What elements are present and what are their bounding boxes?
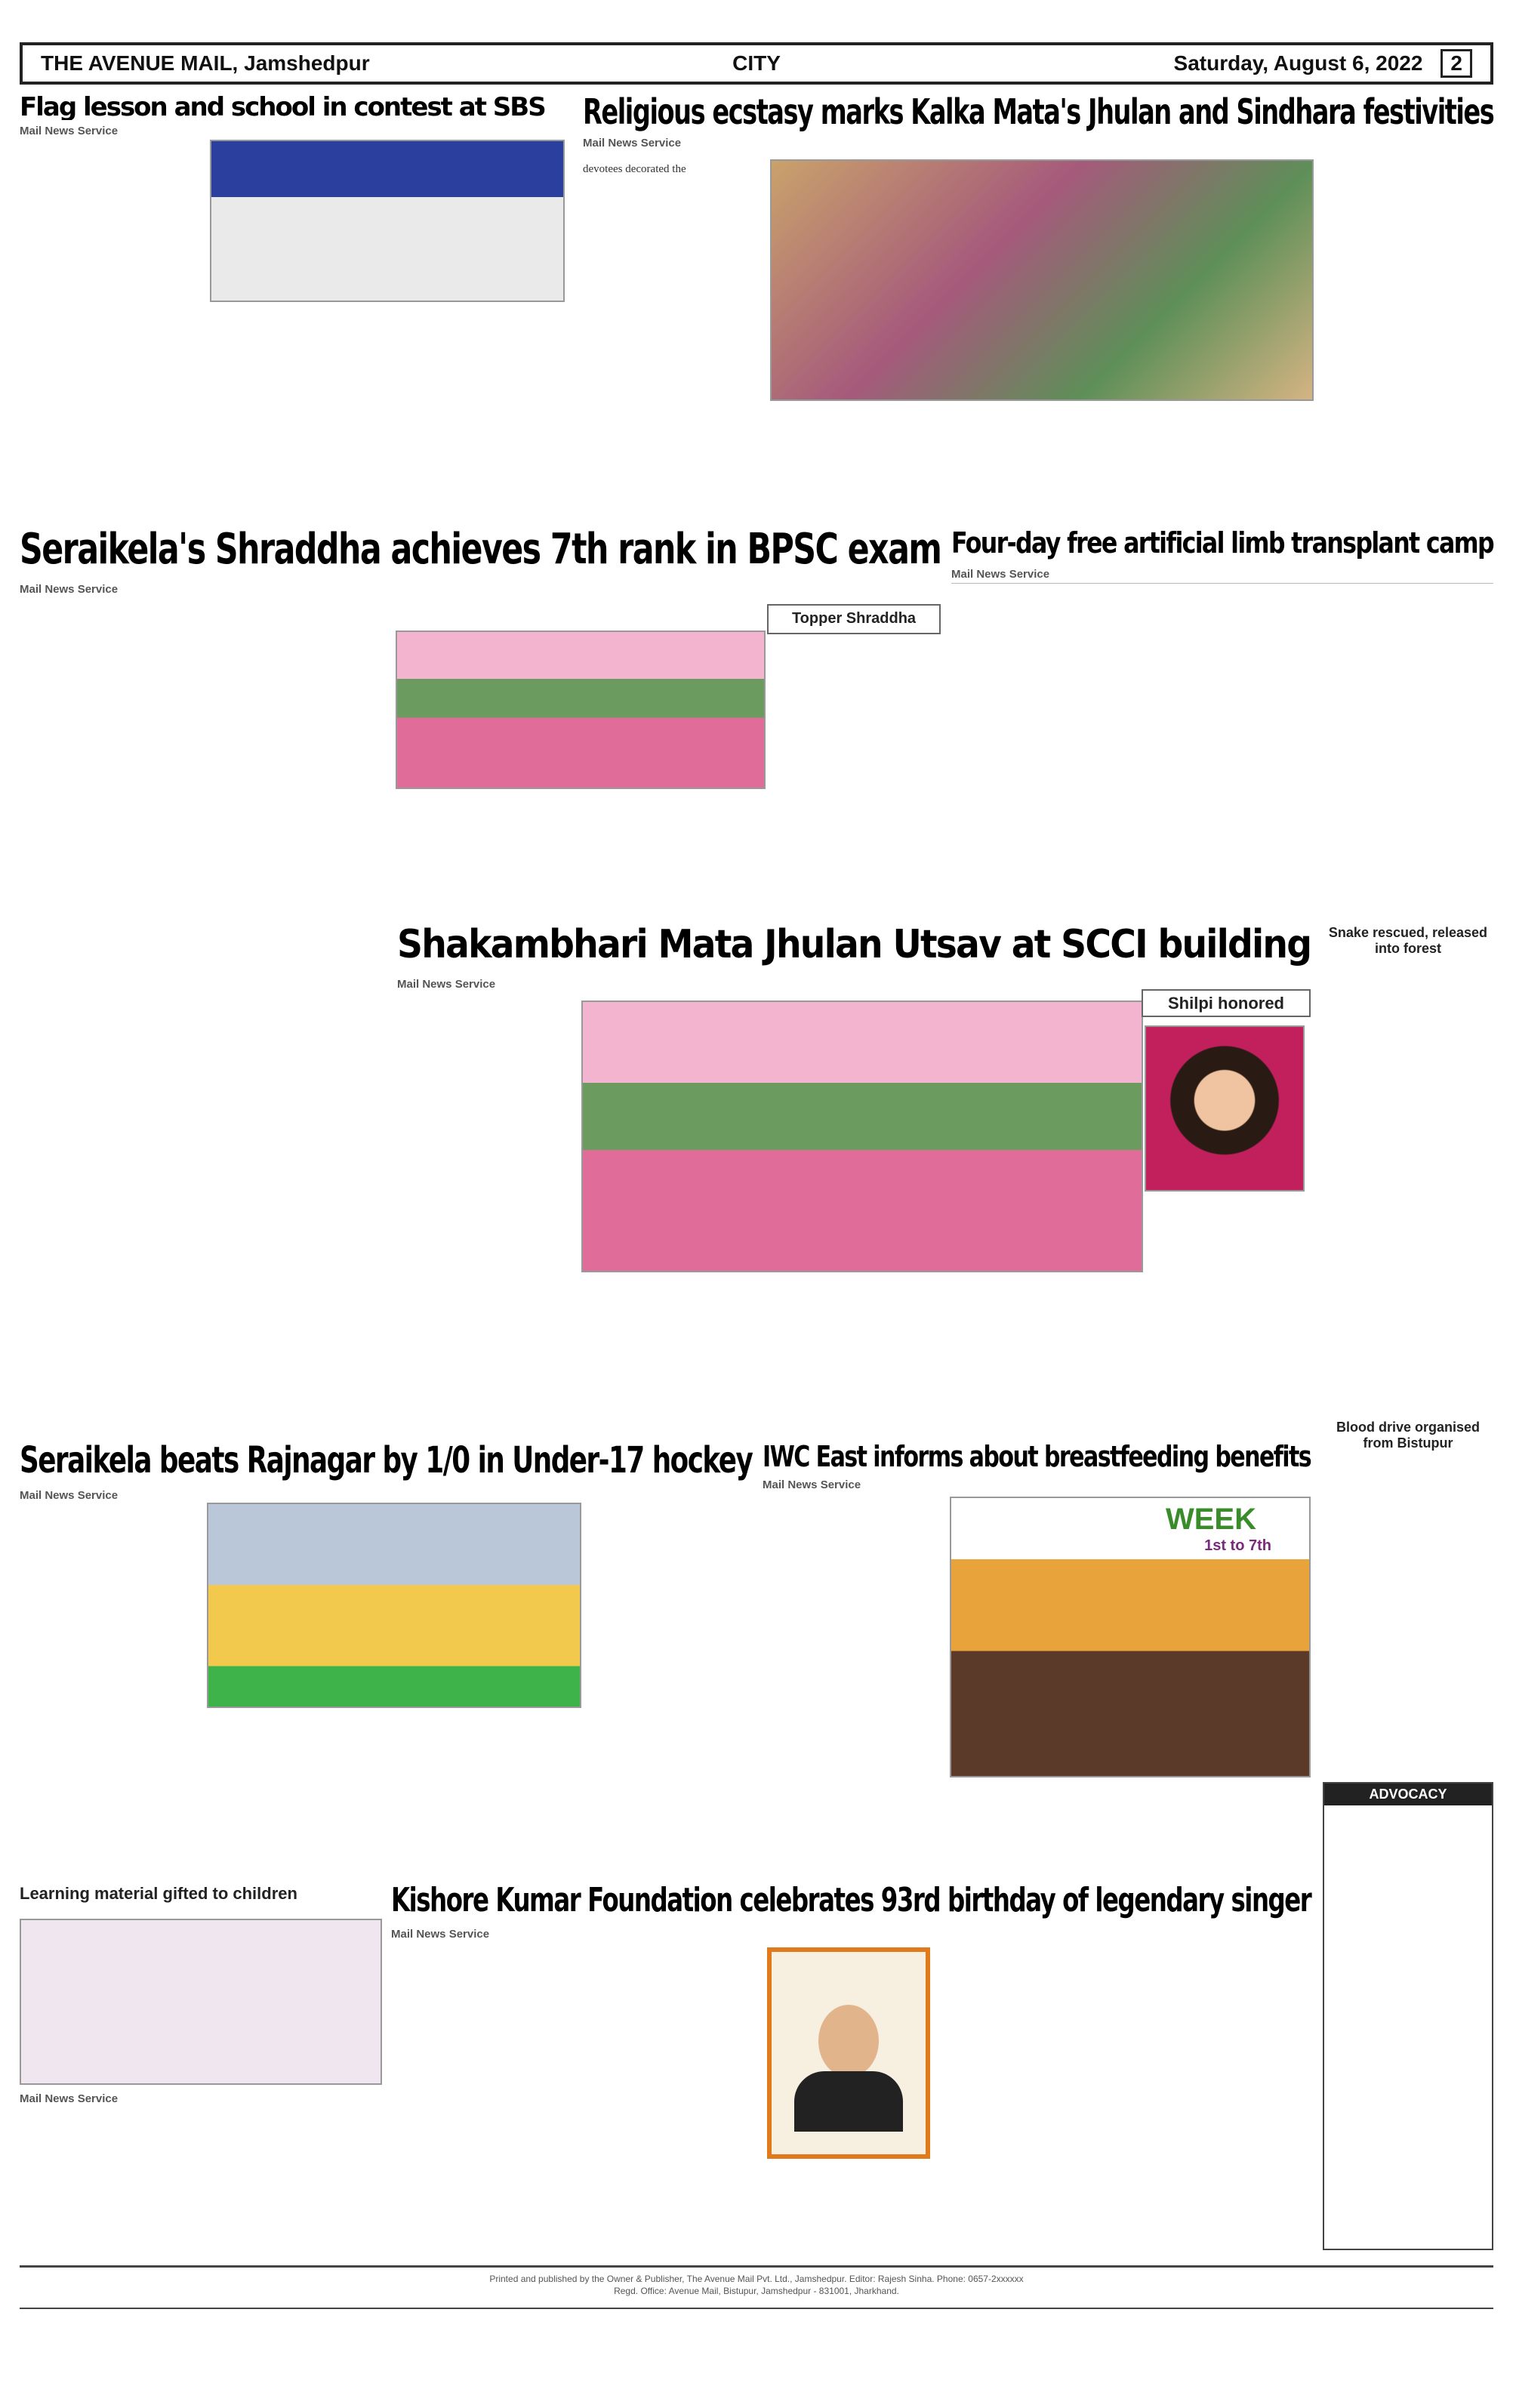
column-rule (951, 583, 1493, 584)
headline: Seraikela's Shraddha achieves 7th rank in BPSC exam (20, 525, 941, 574)
headline: Kishore Kumar Foundation celebrates 93rd birthday of legendary singer (391, 1881, 1311, 1919)
story-shakambhari (20, 922, 1311, 1408)
byline: Mail News Service (763, 1478, 861, 1491)
byline: Mail News Service (583, 137, 682, 150)
shraddha-felicitation-photo (396, 631, 766, 789)
photo-caption: devotees decorated the (583, 163, 686, 175)
brief-headline: Snake rescued, released into forest (1328, 925, 1488, 956)
story-brief-blood-drive (1323, 1420, 1493, 1767)
imprint-line-2: Regd. Office: Avenue Mail, Bistupur, Jamshedpur - 831001, Jharkhand. (614, 2286, 899, 2296)
portrait-suit (794, 2071, 903, 2132)
headline: Religious ecstasy marks Kalka Mata's Jhulan and Sindhara festivities (583, 91, 1494, 132)
story-shilpi-honored (1142, 989, 1311, 1412)
inset-title: Topper Shraddha (791, 610, 917, 627)
topper-inset (767, 604, 941, 634)
brief-headline: Blood drive organised from Bistupur (1336, 1420, 1481, 1451)
children-learning-photo (20, 1919, 382, 2085)
headline: IWC East informs about breastfeeding benefits (763, 1440, 1311, 1473)
body-text (20, 155, 201, 510)
hockey-team-photo (207, 1503, 581, 1708)
sidebar-title: Shilpi honored (1142, 989, 1311, 1017)
jhulan-utsav-group-photo (581, 1001, 1143, 1272)
iwc-awareness-photo (950, 1497, 1311, 1777)
byline: Mail News Service (20, 125, 119, 137)
headline: Flag lesson and school in contest at SBS (20, 94, 545, 120)
imprint-line-1: Printed and published by the Owner & Publisher, The Avenue Mail Pvt. Ltd., Jamshedpur. Editor: Rajesh Sinha. Phone: 0657-2xxxxxx (489, 2274, 1024, 2284)
footer-rule (20, 2265, 1493, 2268)
portrait-face (818, 2005, 879, 2077)
headline: Four-day free artificial limb transplant camp (951, 526, 1493, 560)
body-col-left (583, 162, 764, 517)
advocacy-box (1323, 1782, 1493, 2250)
byline: Mail News Service (20, 583, 119, 596)
paper-name: THE AVENUE MAIL, Jamshedpur (41, 51, 370, 75)
story-learning-material (20, 1884, 382, 2277)
headline: Learning material gifted to children (20, 1884, 297, 1903)
byline: Mail News Service (20, 1489, 119, 1502)
story-flag-lesson (20, 94, 578, 517)
section-name: CITY (732, 51, 781, 75)
advocacy-title: ADVOCACY (1324, 1784, 1492, 1805)
story-kalka-mata (583, 91, 1494, 517)
story-hockey (20, 1439, 753, 1865)
page-number: 2 (1441, 49, 1472, 78)
story-brief-snake (1323, 925, 1493, 1408)
students-flag-photo (210, 140, 565, 302)
kishore-kumar-portrait (767, 1947, 930, 2159)
footer-bottom-rule (20, 2308, 1493, 2309)
issue-date: Saturday, August 6, 2022 (1173, 51, 1423, 75)
imprint-footer (20, 2273, 1493, 2297)
byline: Mail News Service (20, 2092, 119, 2105)
byline: Mail News Service (951, 568, 1050, 581)
byline: Mail News Service (397, 978, 496, 991)
masthead (20, 42, 1493, 85)
headline: Seraikela beats Rajnagar by 1/0 in Under-17 hockey (20, 1439, 753, 1481)
story-kishore-kumar (391, 1881, 1311, 2277)
week-banner-text: WEEK (1166, 1503, 1256, 1536)
headline: Shakambhari Mata Jhulan Utsav at SCCI building (397, 922, 1311, 967)
week-banner-sub: 1st to 7th (1204, 1537, 1271, 1554)
dancing-devotees-photo (770, 159, 1314, 401)
shilpi-portrait-photo (1145, 1025, 1305, 1192)
byline: Mail News Service (391, 1928, 490, 1941)
story-limb-camp (951, 526, 1493, 906)
story-iwc-breastfeeding (763, 1442, 1311, 1865)
